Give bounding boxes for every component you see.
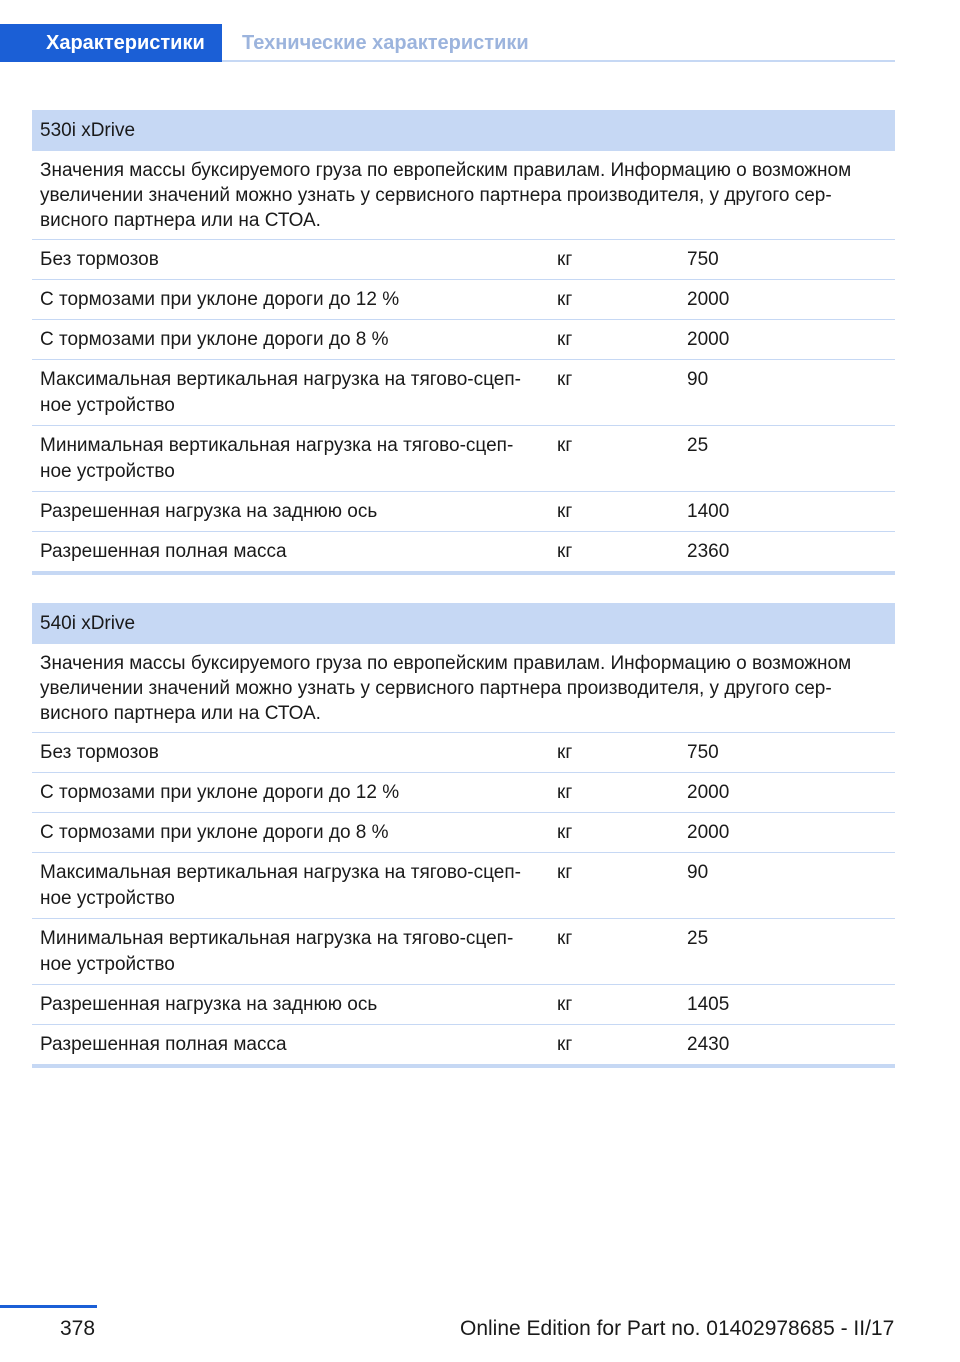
row-label: С тормозами при уклоне дороги до 8 % [40,329,389,350]
row-label: Без тормозов [40,742,159,763]
footer-accent-line [0,1305,97,1308]
table-row [32,240,895,280]
table-row [32,492,895,532]
row-unit: кг [557,541,573,562]
row-value: 90 [687,369,709,390]
table-model-heading: 530i xDrive [32,110,895,151]
row-label: Минимальная вертикальная нагрузка на тягово-сцеп-ное устройство [40,928,514,975]
row-label: Разрешенная полная масса [40,541,287,562]
table-note: Значения массы буксируемого груза по европейским правилам. Информацию о возможном увеличении значений можно узнать у сервисного партнера производителя, у другого сер-висного партнера или на СТОА. [32,151,895,240]
table-row [32,853,895,919]
row-label: Минимальная вертикальная нагрузка на тягово-сцеп-ное устройство [40,435,514,482]
header-divider [222,60,895,62]
row-value: 2430 [687,1034,730,1055]
row-label: Максимальная вертикальная нагрузка на тягово-сцеп-ное устройство [40,369,521,416]
edition-note: Online Edition for Part no. 01402978685 - II/17 [460,1317,895,1340]
table-row [32,320,895,360]
row-label: Разрешенная нагрузка на заднюю ось [40,501,378,522]
table-row [32,773,895,813]
table-row [32,280,895,320]
row-unit: кг [557,369,573,390]
table-model-heading: 540i xDrive [32,603,895,644]
page-header [0,24,895,62]
subsection-title[interactable]: Технические характеристики [242,32,529,54]
row-label: С тормозами при уклоне дороги до 12 % [40,782,400,803]
row-unit: кг [557,862,573,883]
row-unit: кг [557,329,573,350]
row-unit: кг [557,435,573,456]
row-value: 25 [687,928,709,949]
row-value: 1400 [687,501,730,522]
row-value: 1405 [687,994,730,1015]
spec-table-530i [32,110,895,575]
row-value: 2000 [687,782,730,803]
row-unit: кг [557,1034,573,1055]
section-tab[interactable]: Характеристики [0,24,222,62]
row-unit: кг [557,249,573,270]
row-value: 2000 [687,822,730,843]
row-unit: кг [557,501,573,522]
row-unit: кг [557,822,573,843]
row-value: 2360 [687,541,730,562]
table-row [32,426,895,492]
spec-table-540i [32,603,895,1068]
table-row [32,532,895,572]
row-unit: кг [557,289,573,310]
row-value: 25 [687,435,709,456]
row-unit: кг [557,994,573,1015]
row-value: 90 [687,862,709,883]
row-value: 2000 [687,329,730,350]
row-value: 2000 [687,289,730,310]
table-note: Значения массы буксируемого груза по европейским правилам. Информацию о возможном увеличении значений можно узнать у сервисного партнера производителя, у другого сер-висного партнера или на СТОА. [32,644,895,733]
row-unit: кг [557,782,573,803]
row-unit: кг [557,742,573,763]
row-label: Разрешенная полная масса [40,1034,287,1055]
row-label: Максимальная вертикальная нагрузка на тягово-сцеп-ное устройство [40,862,521,909]
table-row [32,1025,895,1065]
table-row [32,813,895,853]
page-number: 378 [60,1317,96,1340]
table-row [32,985,895,1025]
row-label: С тормозами при уклоне дороги до 12 % [40,289,400,310]
row-label: Разрешенная нагрузка на заднюю ось [40,994,378,1015]
row-label: Без тормозов [40,249,159,270]
table-row [32,919,895,985]
row-label: С тормозами при уклоне дороги до 8 % [40,822,389,843]
row-unit: кг [557,928,573,949]
table-row [32,733,895,773]
row-value: 750 [687,742,719,763]
table-row [32,360,895,426]
row-value: 750 [687,249,719,270]
